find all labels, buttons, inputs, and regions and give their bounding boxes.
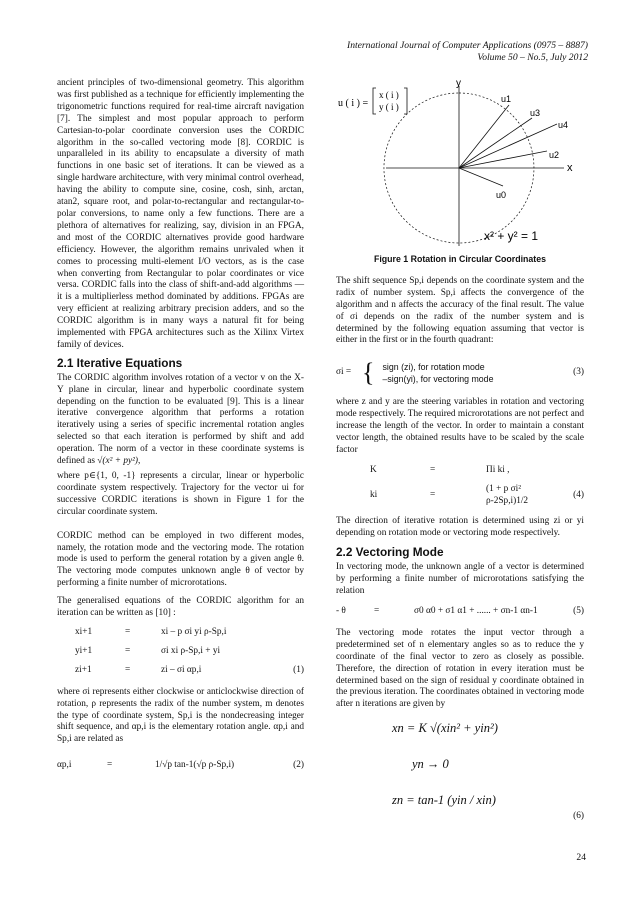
eq6-zn: zn = tan-1 (yin / xin) [392,793,496,808]
u4-label: u4 [558,120,569,130]
direction-paragraph: The direction of iterative rotation is determined using zi or yi depending on rotation mode or vectoring mode respectively. [336,515,584,538]
left-column [57,78,304,779]
equation-number: (1) [293,664,304,675]
figure-1-diagram [336,78,584,248]
equation-1-row [57,665,304,677]
steering-paragraph: where z and y are the steering variables in rotation and vectoring mode respectively. The required microrotations are not perfect and increase the length of the vector. In order to maintain a constant vector length, the obtained results have to be scaled by the scale factor [336,397,584,455]
journal-title: International Journal of Computer Applications (0975 – 8887) [347,40,588,51]
equation-2 [57,760,304,772]
eq-lhs: K [370,464,377,475]
eq-rhs: Πi ki , [486,464,510,475]
shift-paragraph: The shift sequence Sp,i depends on the coordinate system and the radix of number system. Sp,i affects the convergence of the algorithm and n affects the accuracy of the final result. The value of σi depends on the radix of the number system and is determined by the following equation assuming that vector is either in the first or in the fourth quadrant: [336,275,584,346]
x-axis-label: x [567,162,573,174]
vector-u3 [459,118,532,168]
equation-6 [336,717,584,835]
equation-number: (6) [573,811,584,822]
bracket-left [373,88,376,114]
eq-rhs: xi – p σi yi ρ-Sp,i [161,626,227,637]
vector-u0 [459,168,503,186]
equation-5 [336,606,584,618]
section-heading-2-1: 2.1 Iterative Equations [57,355,183,370]
eq-lhs: zi+1 [75,664,92,675]
journal-volume: Volume 50 – No.5, July 2012 [477,52,588,63]
vector-x: x ( i ) [379,90,399,100]
bracket-right [404,88,407,114]
equation-1 [57,627,304,677]
vector-u4 [459,124,560,168]
equation-number: (2) [293,760,304,771]
intro-paragraph: ancient principles of two-dimensional geometry. This algorithm was first published as a technique for efficiently implementing the trigonometric functions required for real-time aircraft navigation [7]. The simplest and most popular approach to perform Cartesian-to-polar coordinate conversion uses the CORDIC algorithm in the so-called vectoring mode [8]. CORDIC is unparalleled in its ability to encapsulate a diversity of math functions in one basic set of iterations. It can be viewed as a single hardware architecture, with very minimal control overhead, having the ability to compute sine, cosine, cosh, sinh, arctan, atan2, square root, and polar-to-rectangular and rectangular-to-polar conversions, to name only a few functions. There are a plethora of alternatives for realizing, say, division in an FPGA, and most of the CORDIC alternatives provide good hardware efficiency. However, the algorithm remains unrivaled when it comes to processing multi-element I/O vectors, as is the case when converting from Rectangular to polar coordinates or vice versa. CORDIC falls into the class of shift-and-add algorithms — it is a multiplierless method dominated by additions. FPGAs are very efficient at realizing arbitrary precision adders, and so the CORDIC algorithm is in many ways a natural fit for being implemented with FPGA architectures such as the Xilinx Virtex family of devices. [57,78,304,350]
iterative-text-a: The CORDIC algorithm involves rotation of a vector v on the X-Y plane in circular, linear and hyperbolic coordinate system depending on the function to be evaluated [9]. This is a linear iterative convergence algorithm that performs a rotation iteratively using a series of specific incremental rotation angles selected so that each iteration is performed by shift and add operation. The norm of a vector in these coordinate systems is defined as [57,372,304,467]
equation-number: (5) [573,606,584,617]
equation-1-row [57,627,304,639]
coordinate-paragraph: where p∈{1, 0, -1} represents a circular, linear or hyperbolic coordinate system respectively. Trajectory for the vector ui for successive CORDIC iterations is shown in Figure 1 for the circular coordinate system. [57,471,304,517]
norm-formula: √(x² + py²), [97,456,141,467]
eq-rhs: (1 + p σi² ρ-2Sp,i)1/2 [486,483,529,506]
equation-4-row [336,465,584,477]
eq-lhs: σi = [336,367,352,378]
eq-lhs: xi+1 [75,626,93,637]
rotates-paragraph: The vectoring mode rotates the input vector through a predetermined set of n elementary angles so as to reduce the y coordinate of the final vector to zero as closely as possible. Therefore, the direction of rotation in every iteration must be determined based on the sign of residual y coordinate obtained in the previous iteration. The coordinates obtained in vectoring mode after n iterations are given by [336,627,584,710]
iterative-paragraph [57,373,304,468]
journal-header [347,40,588,64]
eq3-case-2: –sign(yi), for vectoring mode [382,374,494,385]
page-number: 24 [576,852,586,863]
eq-lhs: yi+1 [75,645,93,656]
equation-4-row [336,484,584,508]
eq-lhs: αp,i [57,760,72,771]
eq-rhs: 1/√p tan-1(√p ρ-Sp,i) [155,760,235,771]
modes-paragraph: CORDIC method can be employed in two different modes, namely, the rotation mode and the vectoring mode. The rotation mode is used to perform the general rotation by a given angle θ. The vectoring mode computes unknown angle θ of vector by performing a finite number of microrotations. [57,530,304,589]
u3-label: u3 [530,108,541,118]
equation-4 [336,465,584,508]
eq-rhs: σ0 α0 + σ1 α1 + ...... + σn-1 αn-1 [414,606,538,617]
eq-rhs: σi xi ρ-Sp,i + yi [161,645,221,656]
eq-op: = [374,606,380,617]
u1-label: u1 [501,94,512,104]
eq-op: = [430,464,436,475]
eq3-case-1: sign (zi), for rotation mode [382,362,485,373]
equation-number: (4) [573,489,584,500]
eq-op: = [125,664,131,675]
generalised-paragraph: The generalised equations of the CORDIC algorithm for an iteration can be written as [10] : [57,596,304,619]
eq-rhs: zi – σi αp,i [161,664,202,675]
vector-u1 [459,105,509,168]
sigma-paragraph: where σi represents either clockwise or anticlockwise direction of rotation, ρ represents the radix of the number system, m denotes the type of coordinate system, Sp,i is the nondecreasing integer shift sequence, and αp,i is the elementary rotation angle. αp,i and Sp,i are related as [57,686,304,745]
equation-1-row [57,646,304,658]
eq6-yn: yn → 0 [412,757,449,772]
figure-caption: Figure 1 Rotation in Circular Coordinates [373,254,547,264]
section-heading-2-2: 2.2 Vectoring Mode [336,545,444,560]
eq-op: = [430,489,436,500]
y-axis-label: y [456,78,461,89]
u0-label: u0 [496,190,507,200]
vector-y: y ( i ) [379,102,399,112]
eq-op: = [125,626,131,637]
u-label: u ( i ) = [338,98,369,109]
circle-equation: x² + y² = 1 [484,229,539,243]
eq-lhs: ki [370,489,378,500]
brace-icon: { [362,358,375,388]
eq6-xn: xn = K √(xin² + yin²) [392,721,498,736]
u2-label: u2 [549,150,560,160]
eq-op: = [125,645,131,656]
right-column [336,78,584,835]
equation-3 [336,358,584,388]
eq-op: = [107,760,113,771]
eq-lhs: - θ [336,606,346,617]
vectoring-paragraph: In vectoring mode, the unknown angle of a vector is determined by performing a finite number of microrotations satisfying the relation [336,562,584,597]
equation-number: (3) [573,367,584,378]
